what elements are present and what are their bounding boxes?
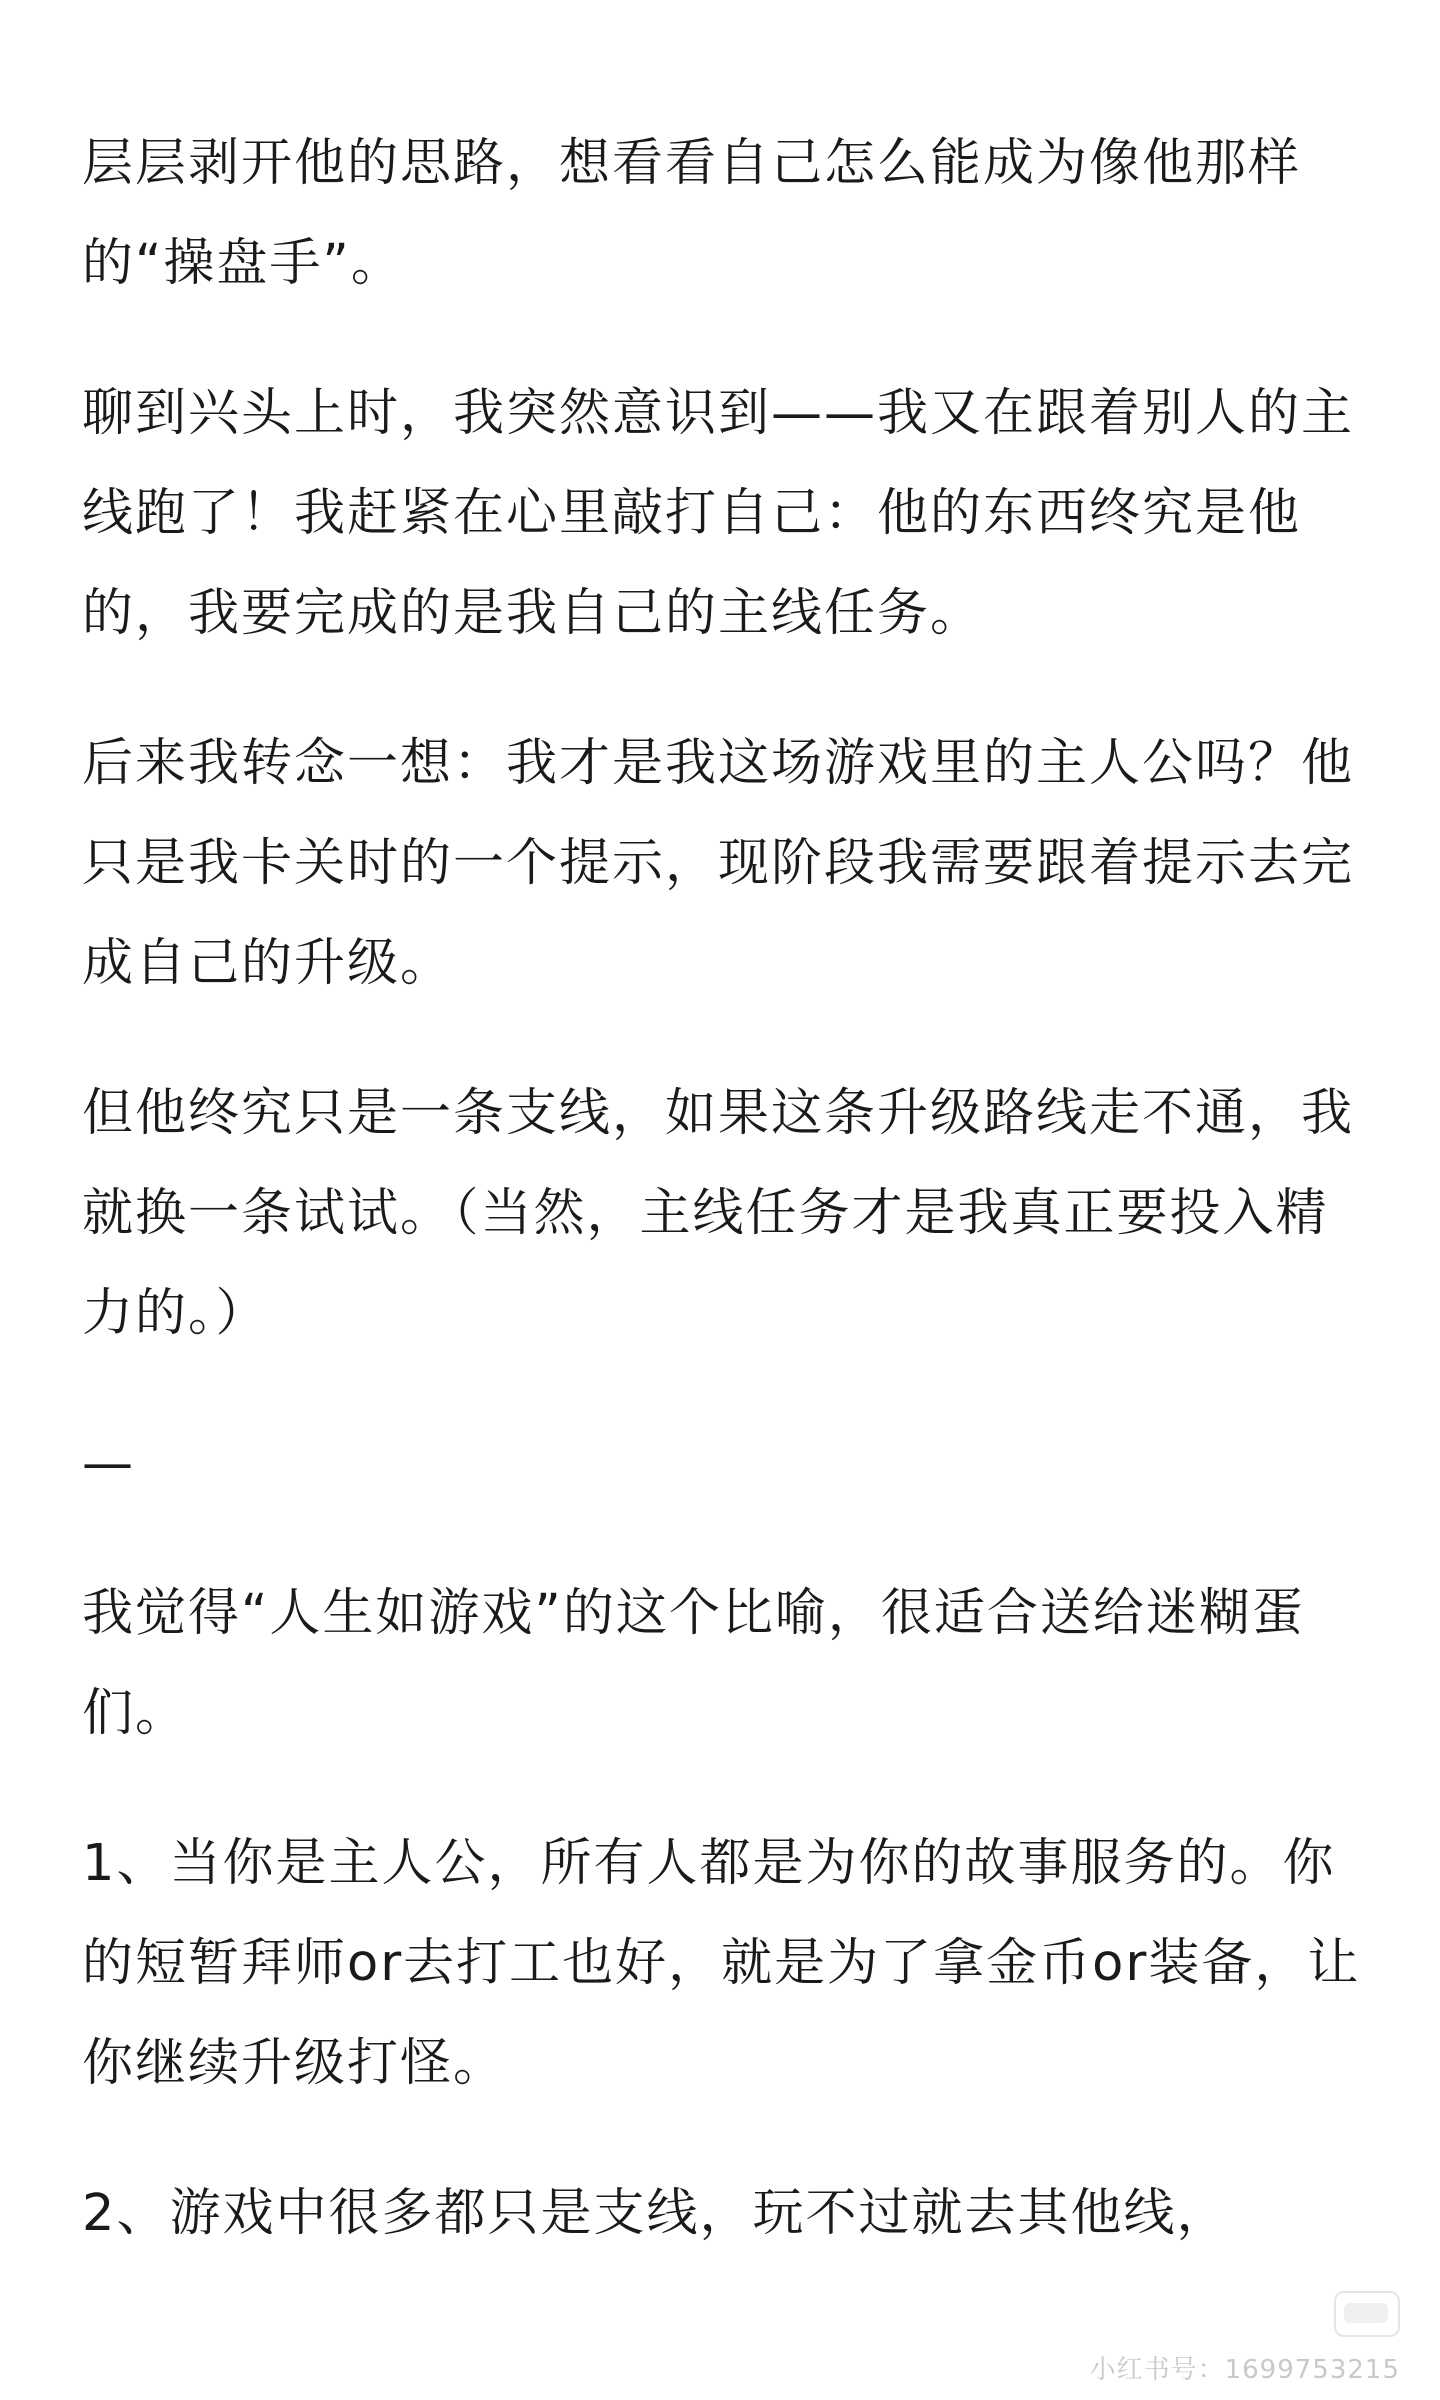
watermark-text: 小红书号：1699753215 — [1089, 2355, 1400, 2385]
paragraph-3: 后来我转念一想：我才是我这场游戏里的主人公吗？他只是我卡关时的一个提示，现阶段我需要跟着提示去完成自己的升级。 — [82, 734, 1355, 993]
paragraph-1: 层层剥开他的思路，想看看自己怎么能成为像他那样的“操盘手”。 — [82, 134, 1302, 293]
paragraph-7: 2、游戏中很多都只是支线，玩不过就去其他线， — [82, 2184, 1230, 2243]
paragraph-4: 但他终究只是一条支线，如果这条升级路线走不通，我就换一条试试。（当然，主线任务才是我真正要投入精力的。） — [82, 1084, 1355, 1343]
section-separator: — — [82, 1434, 133, 1493]
article-body — [82, 114, 1372, 2314]
paragraph-5: 我觉得“人生如游戏”的这个比喻，很适合送给迷糊蛋们。 — [82, 1584, 1305, 1743]
paragraph-6: 1、当你是主人公，所有人都是为你的故事服务的。你的短暂拜师or去打工也好，就是为了拿金币or装备，让你继续升级打怪。 — [82, 1834, 1361, 2093]
paragraph-2: 聊到兴头上时，我突然意识到——我又在跟着别人的主线跑了！我赶紧在心里敲打自己：他的东西终究是他的，我要完成的是我自己的主线任务。 — [82, 384, 1355, 643]
watermark — [1090, 2291, 1400, 2386]
xiaohongshu-logo-icon — [1334, 2291, 1400, 2337]
